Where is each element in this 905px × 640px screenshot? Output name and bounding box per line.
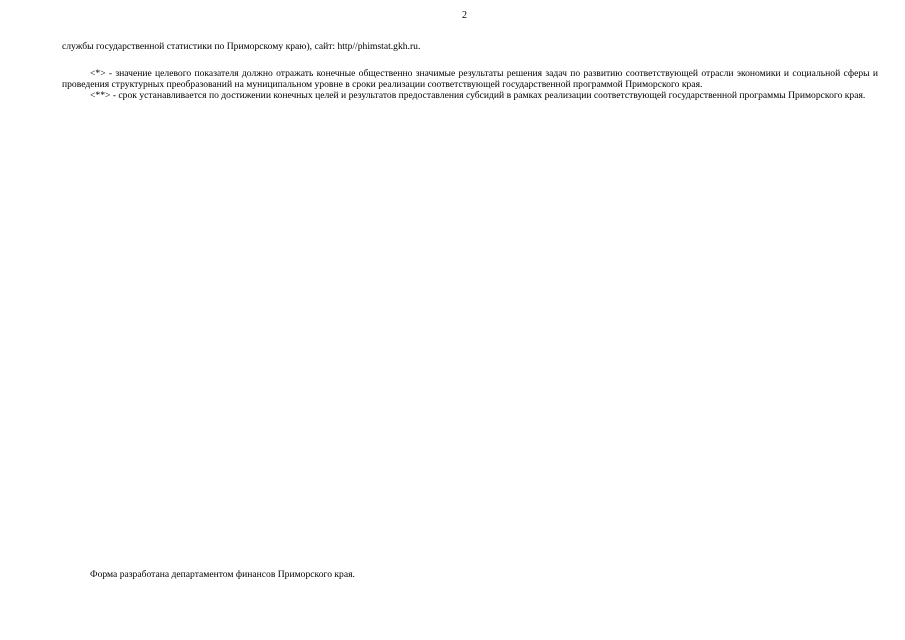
form-note: Форма разработана департаментом финансов Приморского края. — [90, 569, 355, 580]
footnotes — [62, 68, 878, 102]
footnote-deadline: <**> - срок устанавливается по достижении конечных целей и результатов предоставления субсидий в рамках реализации соответствующей государственной программы Приморского края. — [90, 90, 866, 102]
page-number: 2 — [462, 10, 467, 21]
continuation-text: службы государственной статистики по Приморскому краю), сайт: http//phimstat.gkh.ru. — [62, 41, 421, 52]
footnote-target-indicator: <*> - значение целевого показателя должно отражать конечные общественно значимые результаты решения задач по развитию соответствующей отрасли экономики и социальной сферы и проведения структурных преобразований на муниципальном уровне в сроки реализации соответствующей государственной программой Приморского края. — [62, 68, 878, 91]
